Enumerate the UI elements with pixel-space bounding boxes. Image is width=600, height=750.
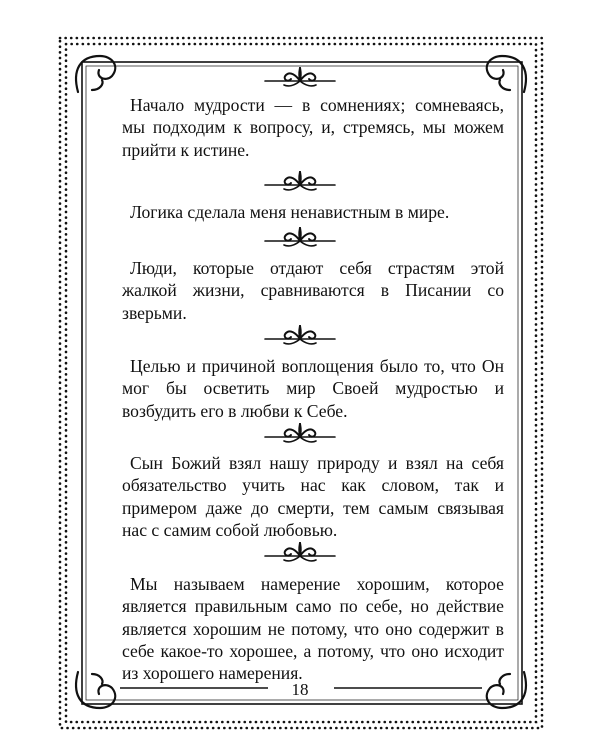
fleuron-divider-icon xyxy=(265,171,335,190)
quote-5: Сын Божий взял нашу природу и взял на себя обязательство учить нас как словом, так и примером даже до смерти, тем самым связывая нас с самим собой любовью. xyxy=(122,453,504,540)
quote-3: Люди, которые отдают себя страстям этой жалкой жизни, сравниваются в Писании со зверьми. xyxy=(122,258,504,323)
quote-2: Логика сделала меня ненавистным в мире. xyxy=(130,202,450,222)
quote-4: Целью и причиной воплощения было то, что Он мог бы осветить мир Своей мудростью и возбудить его в любви к Себе. xyxy=(122,356,504,421)
fleuron-divider-icon xyxy=(265,423,335,442)
quote-1: Начало мудрости — в сомнениях; сомневаясь, мы подходим к вопросу, и, стремясь, мы можем прийти к истине. xyxy=(122,95,504,160)
fleuron-divider-icon xyxy=(265,227,335,246)
page-number: 18 xyxy=(291,680,309,699)
quote-6: Мы называем намерение хорошим, которое является правильным само по себе, но действие является хорошим не потому, что оно содержит в себе какое-то хорошее, а потому, что оно исходит из хорошего намерения. xyxy=(122,574,504,684)
fleuron-divider-icon xyxy=(265,325,335,344)
fleuron-divider-icon xyxy=(265,542,335,561)
fleuron-divider-icon xyxy=(265,67,335,86)
